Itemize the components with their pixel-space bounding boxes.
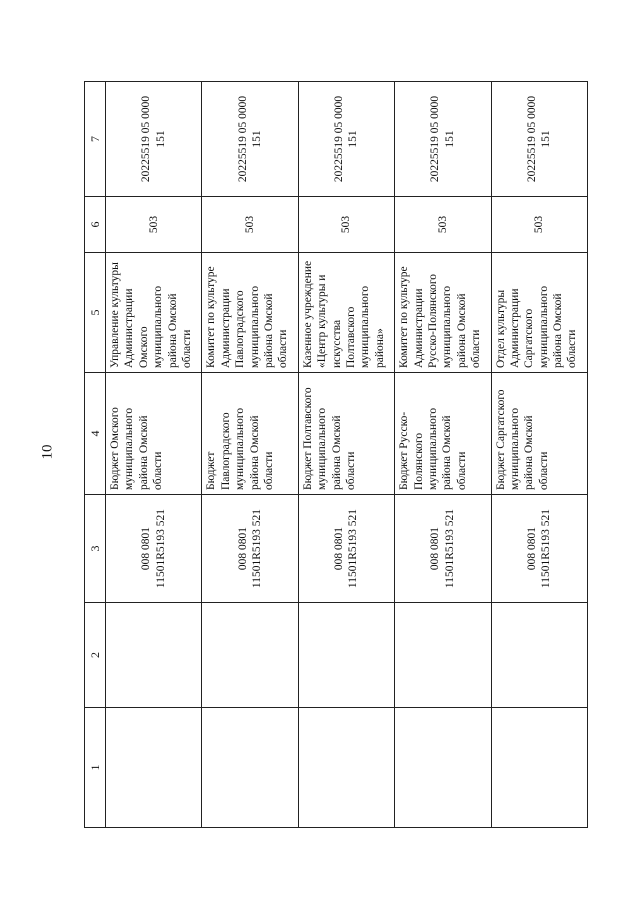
cell-col1 [298, 708, 394, 828]
header-cell: 6 [85, 197, 106, 253]
cell-budget-code: 008 0801 11501R5193 521 [491, 495, 587, 603]
table-row [106, 82, 202, 828]
cell-code: 503 [491, 197, 587, 253]
cell-col2 [298, 603, 394, 708]
cell-recipient: Отдел культуры Администрации Саргатского муниципального района Омской области [491, 253, 587, 373]
cell-budget-name: Бюджет Павлоградского муниципального района Омской области [202, 373, 298, 495]
header-cell: 5 [85, 253, 106, 373]
cell-recipient: Казенное учреждение «Центр культуры и искусства Полтавского муниципального района» [298, 253, 394, 373]
cell-budget-code: 008 0801 11501R5193 521 [298, 495, 394, 603]
cell-code: 503 [106, 197, 202, 253]
cell-budget-name: Бюджет Саргатского муниципального района Омской области [491, 373, 587, 495]
cell-code: 503 [298, 197, 394, 253]
cell-revenue-code: 20225519 05 0000 151 [395, 82, 491, 197]
cell-budget-code: 008 0801 11501R5193 521 [202, 495, 298, 603]
table-row [202, 82, 298, 828]
table-row [491, 82, 587, 828]
cell-recipient: Комитет по культуре Администрации Русско-Полянского муниципального района Омской области [395, 253, 491, 373]
cell-col1 [395, 708, 491, 828]
cell-col2 [395, 603, 491, 708]
allocation-table [84, 81, 588, 828]
header-row [85, 82, 106, 828]
cell-col2 [491, 603, 587, 708]
cell-revenue-code: 20225519 05 0000 151 [202, 82, 298, 197]
header-cell: 1 [85, 708, 106, 828]
table-row [298, 82, 394, 828]
cell-revenue-code: 20225519 05 0000 151 [491, 82, 587, 197]
cell-col1 [202, 708, 298, 828]
page-number: 10 [39, 444, 56, 460]
cell-budget-code: 008 0801 11501R5193 521 [106, 495, 202, 603]
header-cell: 2 [85, 603, 106, 708]
header-cell: 7 [85, 82, 106, 197]
cell-budget-name: Бюджет Русско-Полянского муниципального района Омской области [395, 373, 491, 495]
cell-revenue-code: 20225519 05 0000 151 [106, 82, 202, 197]
cell-code: 503 [395, 197, 491, 253]
cell-col2 [202, 603, 298, 708]
header-cell: 3 [85, 495, 106, 603]
header-cell: 4 [85, 373, 106, 495]
rotated-table-wrapper [84, 82, 588, 828]
cell-budget-name: Бюджет Омского муниципального района Омской области [106, 373, 202, 495]
cell-code: 503 [202, 197, 298, 253]
cell-budget-name: Бюджет Полтавского муниципального района Омской области [298, 373, 394, 495]
cell-recipient: Комитет по культуре Администрации Павлоградского муниципального района Омской области [202, 253, 298, 373]
cell-col1 [491, 708, 587, 828]
cell-col1 [106, 708, 202, 828]
cell-recipient: Управление культуры Администрации Омского муниципального района Омской области [106, 253, 202, 373]
cell-budget-code: 008 0801 11501R5193 521 [395, 495, 491, 603]
table-row [395, 82, 491, 828]
cell-revenue-code: 20225519 05 0000 151 [298, 82, 394, 197]
cell-col2 [106, 603, 202, 708]
